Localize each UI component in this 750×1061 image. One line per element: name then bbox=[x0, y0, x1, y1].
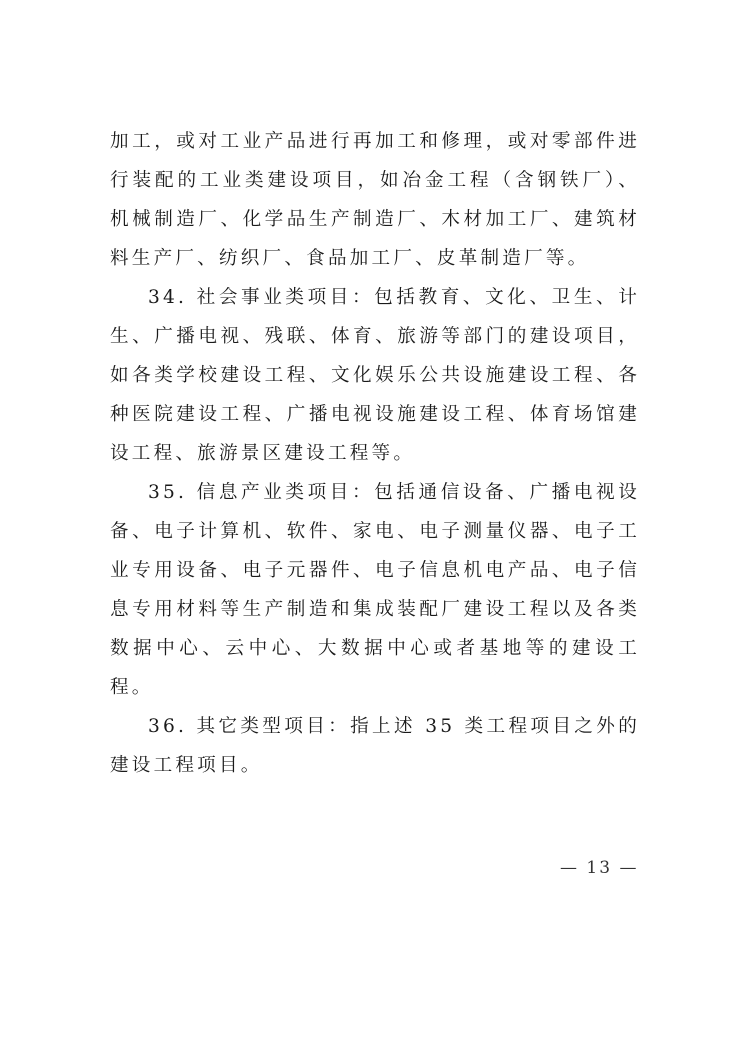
paragraph-item-36: 36. 其它类型项目：指上述 35 类工程项目之外的建设工程项目。 bbox=[110, 716, 640, 776]
paragraph-industrial-continued: 加工，或对工业产品进行再加工和修理，或对零部件进行装配的工业类建设项目，如冶金工程（含钢铁厂）、机械制造厂、化学品生产制造厂、木材加工厂、建筑材料生产厂、纺织厂、食品加工厂、皮革制造厂等。 bbox=[110, 131, 640, 269]
page-number: — 13 — bbox=[560, 858, 639, 878]
paragraph-item-34: 34. 社会事业类项目：包括教育、文化、卫生、计生、广播电视、残联、体育、旅游等部门的建设项目，如各类学校建设工程、文化娱乐公共设施建设工程、各种医院建设工程、广播电视设施建设工程、体育场馆建设工程、旅游景区建设工程等。 bbox=[110, 287, 640, 464]
document-body bbox=[110, 122, 640, 785]
paragraph-item-35: 35. 信息产业类项目：包括通信设备、广播电视设备、电子计算机、软件、家电、电子测量仪器、电子工业专用设备、电子元器件、电子信息机电产品、电子信息专用材料等生产制造和集成装配厂建设工程以及各类数据中心、云中心、大数据中心或者基地等的建设工程。 bbox=[110, 482, 640, 698]
